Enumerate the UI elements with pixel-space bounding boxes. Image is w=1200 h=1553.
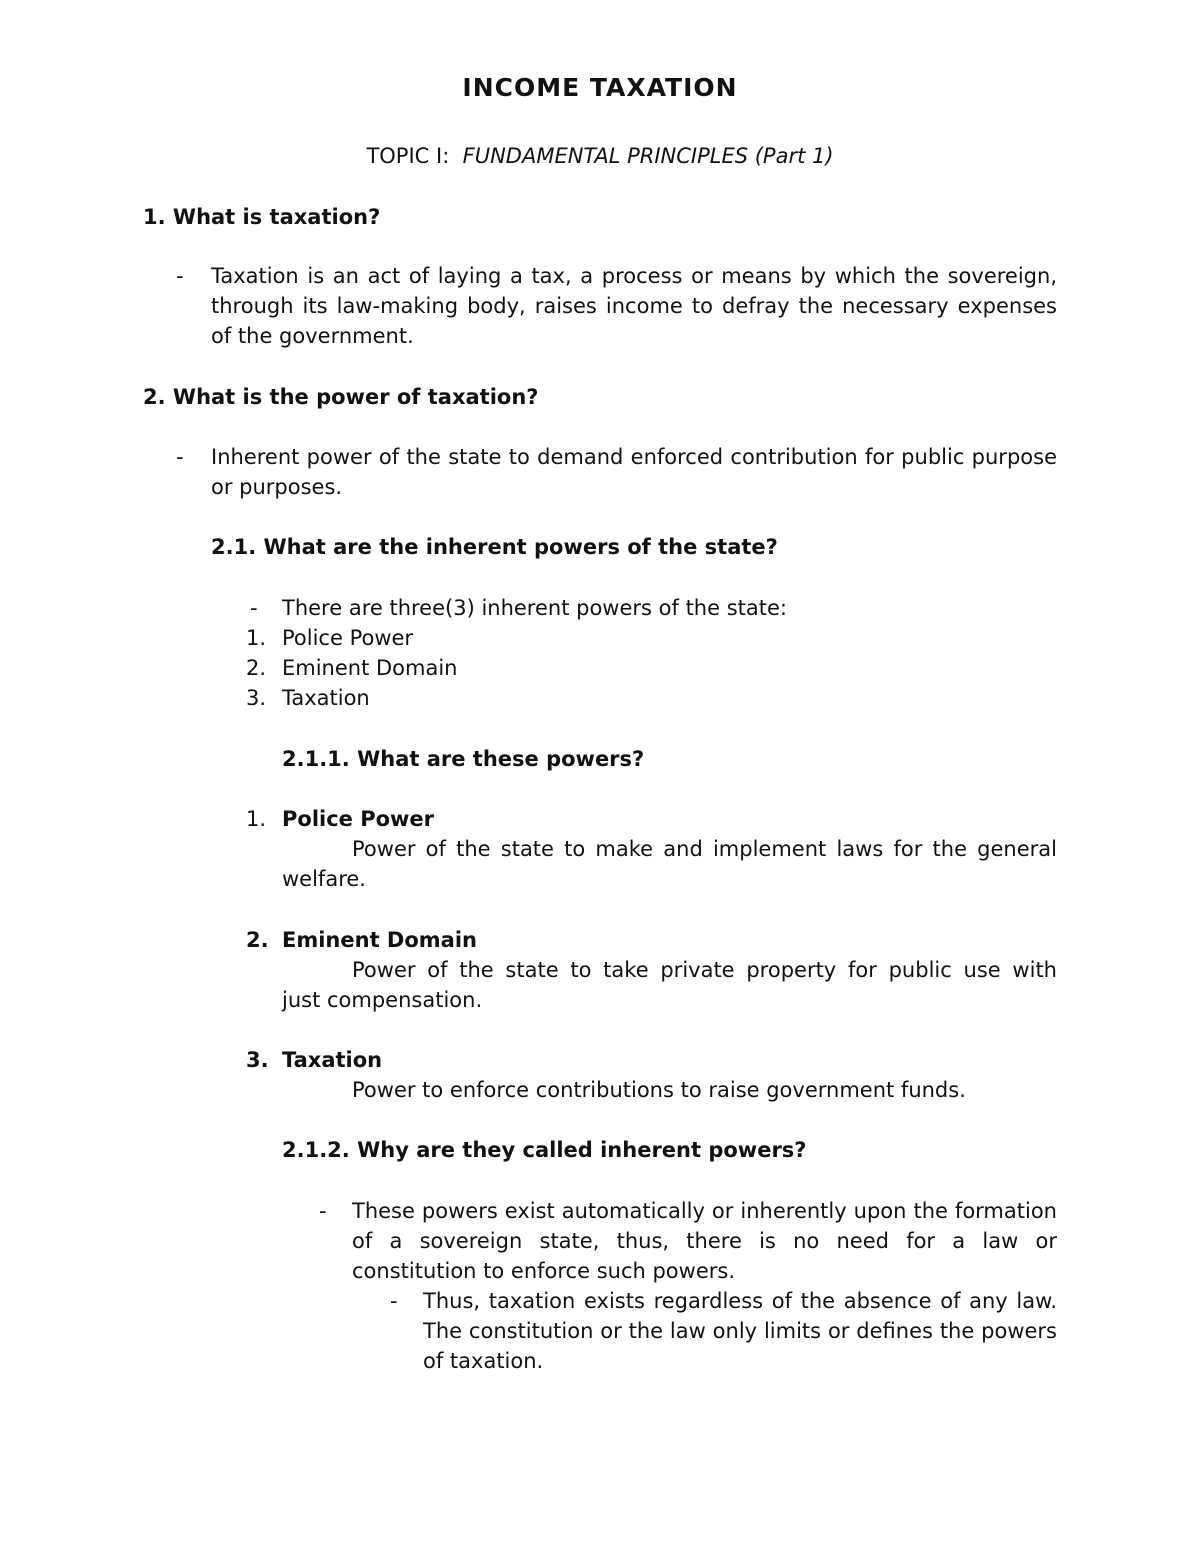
question-2-1-intro: There are three(3) inherent powers of the state: bbox=[282, 596, 787, 620]
power-description-cont: welfare. bbox=[282, 867, 366, 891]
power-number: 2. bbox=[246, 928, 269, 952]
power-name: Police Power bbox=[282, 807, 435, 831]
topic-subtitle: FUNDAMENTAL PRINCIPLES (Part 1) bbox=[462, 144, 834, 168]
question-2-answer: Inherent power of the state to demand enforced contribution for public purpose or purposes. bbox=[211, 445, 1057, 499]
inherent-list-num: 3. bbox=[246, 686, 267, 710]
document-title: INCOME TAXATION bbox=[462, 73, 738, 102]
power-number: 3. bbox=[246, 1048, 269, 1072]
question-2-1-heading: 2.1. What are the inherent powers of the state? bbox=[211, 535, 778, 559]
power-description: Power of the state to make and implement laws for the general bbox=[352, 837, 1057, 861]
power-name: Taxation bbox=[282, 1048, 383, 1072]
question-1-answer: Taxation is an act of laying a tax, a process or means by which the sovereign, through its law-making body, raises income to defray the necessary expenses of the government. bbox=[211, 264, 1057, 348]
question-2-1-bullet: - bbox=[250, 596, 258, 620]
question-2-1-2-heading: 2.1.2. Why are they called inherent powers? bbox=[282, 1138, 807, 1162]
inherent-list-num: 1. bbox=[246, 626, 267, 650]
question-2-1-2-sub-bullet: - bbox=[390, 1289, 398, 1313]
topic-prefix: TOPIC I: bbox=[366, 144, 450, 168]
question-2-heading: 2. What is the power of taxation? bbox=[143, 385, 539, 409]
power-description-cont: just compensation. bbox=[282, 988, 483, 1012]
power-name: Eminent Domain bbox=[282, 928, 477, 952]
inherent-list-item: Taxation bbox=[282, 686, 370, 710]
question-1-bullet: - bbox=[176, 264, 184, 288]
inherent-list-item: Police Power bbox=[282, 626, 414, 650]
power-description: Power to enforce contributions to raise government funds. bbox=[352, 1078, 966, 1102]
topic-heading bbox=[0, 141, 1200, 171]
inherent-list-num: 2. bbox=[246, 656, 267, 680]
question-2-1-2-bullet: - bbox=[319, 1199, 327, 1223]
question-2-1-2-answer: These powers exist automatically or inherently upon the formation of a sovereign state, thus, there is no need for a law or constitution to enforce such powers. bbox=[352, 1199, 1057, 1283]
power-number: 1. bbox=[246, 807, 267, 831]
question-2-1-2-sub-answer: Thus, taxation exists regardless of the absence of any law. The constitution or the law only limits or defines the powers of taxation. bbox=[423, 1289, 1057, 1373]
inherent-list-item: Eminent Domain bbox=[282, 656, 458, 680]
question-2-1-1-heading: 2.1.1. What are these powers? bbox=[282, 747, 645, 771]
question-2-bullet: - bbox=[176, 445, 184, 469]
question-1-heading: 1. What is taxation? bbox=[143, 205, 381, 229]
power-description: Power of the state to take private property for public use with bbox=[352, 958, 1057, 982]
